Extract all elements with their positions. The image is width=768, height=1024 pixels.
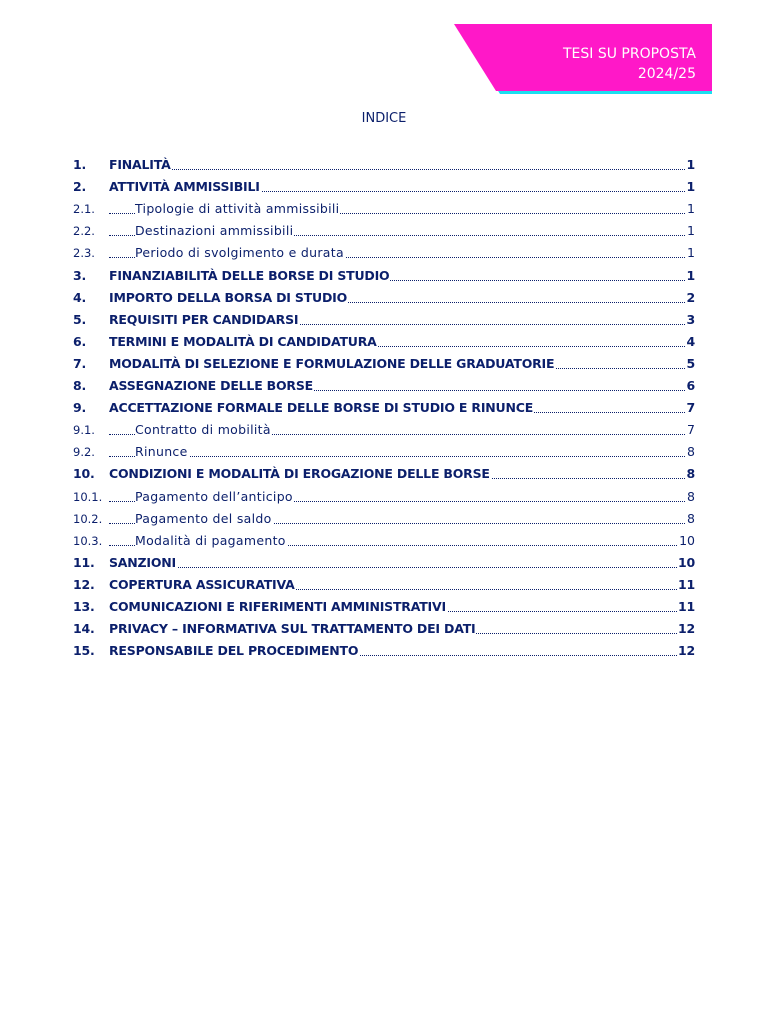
toc-entry[interactable] — [73, 396, 695, 418]
toc-entry-label[interactable]: REQUISITI PER CANDIDARSI — [109, 311, 299, 327]
toc-entry-number: 8. — [73, 378, 87, 394]
toc-entry-label[interactable]: Destinazioni ammissibili — [135, 223, 294, 239]
toc-entry-page: 8 — [687, 444, 695, 460]
toc-entry-page: 12 — [678, 643, 695, 659]
toc-entry[interactable] — [73, 241, 695, 263]
toc-entry-label[interactable]: SANZIONI — [109, 554, 176, 570]
toc-entry-number: 10.3. — [73, 533, 103, 548]
toc-entry-label[interactable]: ATTIVITÀ AMMISSIBILI — [109, 179, 260, 195]
toc-entry-page: 3 — [686, 311, 695, 327]
toc-entry-label[interactable]: MODALITÀ DI SELEZIONE E FORMULAZIONE DELLE GRADUATORIE — [109, 355, 555, 371]
toc-entry[interactable] — [73, 374, 695, 396]
toc-entry-label[interactable]: Pagamento dell’anticipo — [135, 488, 293, 504]
toc-entry-number: 15. — [73, 643, 95, 659]
toc-entry[interactable] — [73, 263, 695, 285]
toc-entry-page: 5 — [686, 355, 695, 371]
toc-entry-label[interactable]: IMPORTO DELLA BORSA DI STUDIO — [109, 289, 348, 305]
toc-entry-page: 1 — [687, 201, 695, 217]
toc-entry-page: 7 — [686, 400, 695, 416]
toc-entry[interactable] — [73, 440, 695, 462]
toc-entry-label[interactable]: RESPONSABILE DEL PROCEDIMENTO — [109, 643, 359, 659]
toc-entry-number: 9.1. — [73, 423, 95, 438]
toc-entry-number: 12. — [73, 576, 95, 592]
toc-entry-page: 1 — [687, 245, 695, 261]
toc-entry-page: 8 — [686, 466, 695, 482]
toc-entry[interactable] — [73, 551, 695, 573]
toc-entry-page: 11 — [678, 598, 695, 614]
toc-entry-number: 13. — [73, 598, 95, 614]
toc-entry-number: 4. — [73, 289, 87, 305]
toc-entry-number: 10.1. — [73, 489, 103, 504]
toc-entry-label[interactable]: Modalità di pagamento — [135, 532, 286, 548]
toc-entry[interactable] — [73, 595, 695, 617]
toc-entry-number: 14. — [73, 621, 95, 637]
toc-entry[interactable] — [73, 617, 695, 639]
toc-entry-number: 2.1. — [73, 202, 95, 217]
toc-entry[interactable] — [73, 153, 695, 175]
toc-entry[interactable] — [73, 308, 695, 330]
toc-entry-page: 7 — [687, 422, 695, 438]
toc-entry-label[interactable]: FINALITÀ — [109, 157, 171, 173]
toc-entry[interactable] — [73, 286, 695, 308]
banner-text — [563, 44, 696, 84]
toc-entry-page: 10 — [679, 532, 695, 548]
toc-entry-label[interactable]: FINANZIABILITÀ DELLE BORSE DI STUDIO — [109, 267, 390, 283]
toc-entry-page: 1 — [686, 179, 695, 195]
toc-entry-page: 1 — [687, 223, 695, 239]
toc-entry-number: 6. — [73, 333, 87, 349]
toc-entry-label[interactable]: Tipologie di attività ammissibili — [135, 201, 340, 217]
toc-entry-label[interactable]: COMUNICAZIONI E RIFERIMENTI AMMINISTRATIVI — [109, 598, 446, 614]
toc-dot-leader — [109, 169, 685, 170]
toc-entry[interactable] — [73, 330, 695, 352]
banner-title: TESI SU PROPOSTA — [562, 46, 696, 62]
table-of-contents — [73, 153, 695, 661]
toc-entry-number: 11. — [73, 554, 95, 570]
toc-entry-number: 7. — [73, 355, 87, 371]
toc-entry-number: 1. — [73, 157, 87, 173]
toc-entry-number: 2.2. — [73, 224, 95, 239]
toc-entry-page: 4 — [686, 333, 695, 349]
toc-entry-number: 10. — [73, 466, 95, 482]
toc-entry-number: 5. — [73, 311, 87, 327]
toc-entry-page: 8 — [687, 510, 695, 526]
toc-entry-label[interactable]: PRIVACY – INFORMATIVA SUL TRATTAMENTO DEI DATI — [109, 621, 476, 637]
toc-entry[interactable] — [73, 639, 695, 661]
toc-entry-label[interactable]: Contratto di mobilità — [135, 422, 271, 438]
toc-entry[interactable] — [73, 219, 695, 241]
toc-entry[interactable] — [73, 418, 695, 440]
toc-entry-number: 2. — [73, 179, 87, 195]
toc-entry[interactable] — [73, 529, 695, 551]
toc-entry[interactable] — [73, 507, 695, 529]
toc-entry-page: 10 — [678, 554, 695, 570]
toc-entry-label[interactable]: COPERTURA ASSICURATIVA — [109, 576, 295, 592]
toc-entry-label[interactable]: ACCETTAZIONE FORMALE DELLE BORSE DI STUDIO E RINUNCE — [109, 400, 534, 416]
header-banner — [454, 24, 714, 96]
toc-entry[interactable] — [73, 352, 695, 374]
toc-dot-leader — [109, 456, 685, 457]
toc-entry-label[interactable]: CONDIZIONI E MODALITÀ DI EROGAZIONE DELLE BORSE — [109, 466, 490, 482]
toc-entry-page: 1 — [686, 267, 695, 283]
toc-entry-label[interactable]: Rinunce — [135, 444, 188, 460]
toc-entry[interactable] — [73, 573, 695, 595]
toc-entry-number: 2.3. — [73, 246, 95, 261]
toc-entry-page: 8 — [687, 488, 695, 504]
toc-dot-leader — [109, 567, 685, 568]
toc-entry-label[interactable]: ASSEGNAZIONE DELLE BORSE — [109, 378, 314, 394]
toc-entry-number: 9.2. — [73, 445, 95, 460]
banner-year: 2024/25 — [637, 66, 696, 82]
toc-entry-number: 9. — [73, 400, 87, 416]
toc-entry-page: 6 — [686, 378, 695, 394]
toc-title: INDICE — [361, 111, 407, 126]
toc-entry[interactable] — [73, 484, 695, 506]
toc-entry-page: 12 — [678, 621, 695, 637]
toc-entry[interactable] — [73, 462, 695, 484]
toc-entry-label[interactable]: TERMINI E MODALITÀ DI CANDIDATURA — [109, 333, 377, 349]
toc-entry[interactable] — [73, 197, 695, 219]
toc-entry-label[interactable]: Pagamento del saldo — [135, 510, 272, 526]
toc-entry-number: 10.2. — [73, 511, 103, 526]
toc-entry-number: 3. — [73, 267, 87, 283]
toc-entry[interactable] — [73, 175, 695, 197]
toc-entry-page: 11 — [678, 576, 695, 592]
toc-entry-page: 1 — [686, 157, 695, 173]
toc-entry-label[interactable]: Periodo di svolgimento e durata — [135, 245, 344, 261]
toc-entry-page: 2 — [686, 289, 695, 305]
